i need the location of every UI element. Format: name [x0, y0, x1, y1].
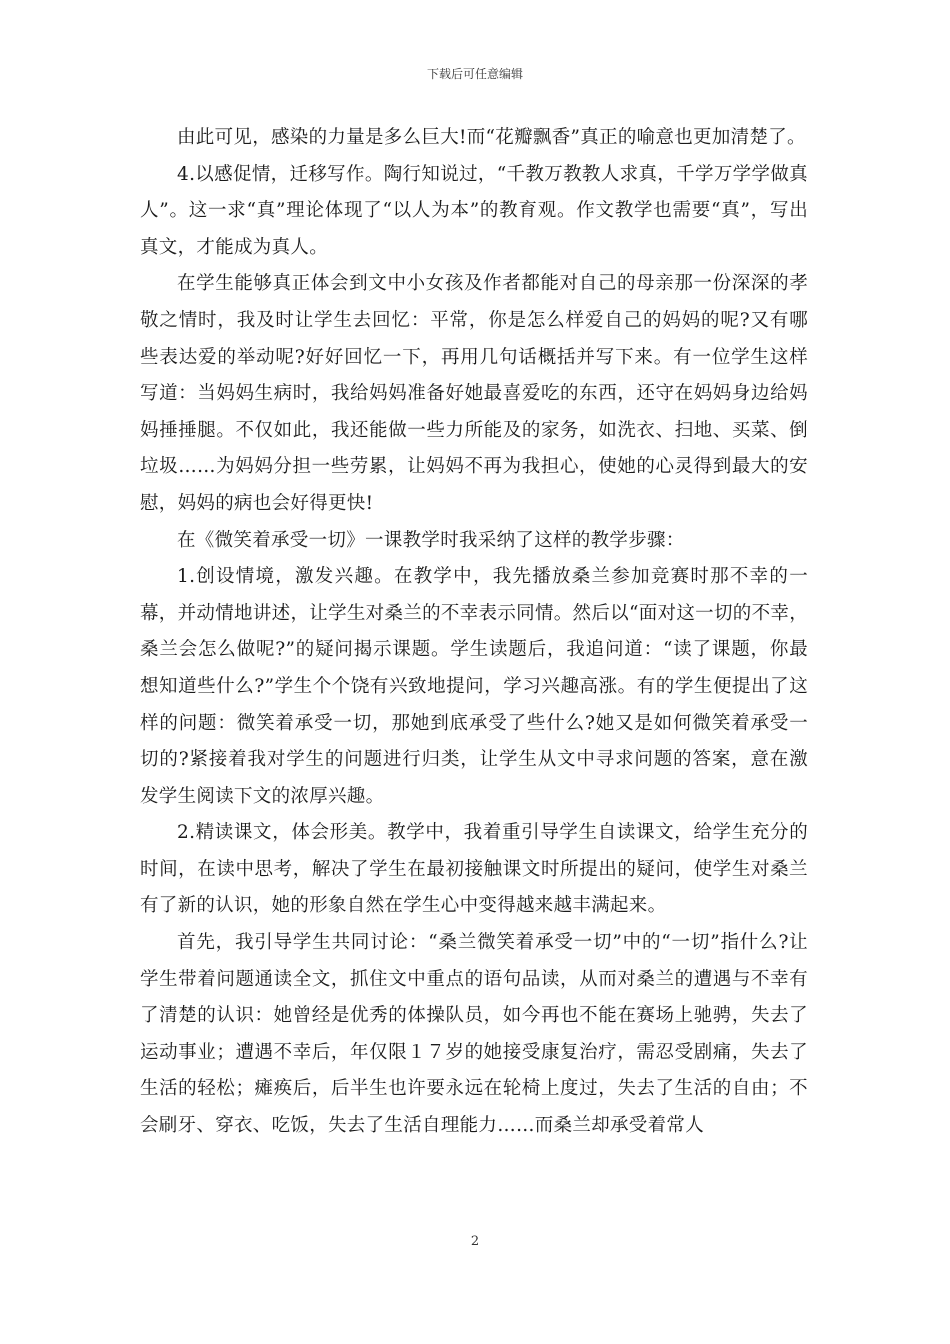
paragraph-6: 2.精读课文，体会形美。教学中，我着重引导学生自读课文，给学生充分的时间，在读中思考，解决了学生在最初接触课文时所提出的疑问，使学生对桑兰有了新的认识，她的形象自然在学生心中变得越来越丰满起来。 [140, 822, 808, 917]
page-header: 下载后可任意编辑 [426, 67, 523, 81]
page-number: 2 [470, 1234, 480, 1249]
document-body [140, 120, 808, 1145]
paragraph-5: 1.创设情境，激发兴趣。在教学中，我先播放桑兰参加竞赛时那不幸的一幕，并动情地讲述，让学生对桑兰的不幸表示同情。然后以“面对这一切的不幸，桑兰会怎么做呢?”的疑问揭示课题。学生读题后，我追问道：“读了课题，你最想知道些什么?”学生个个饶有兴致地提问，学习兴趣高涨。有的学生便提出了这样的问题：微笑着承受一切，那她到底承受了些什么?她又是如何微笑着承受一切的?紧接着我对学生的问题进行归类，让学生从文中寻求问题的答案，意在激发学生阅读下文的浓厚兴趣。 [140, 566, 808, 807]
paragraph-3: 在学生能够真正体会到文中小女孩及作者都能对自己的母亲那一份深深的孝敬之情时，我及时让学生去回忆：平常，你是怎么样爱自己的妈妈的呢?又有哪些表达爱的举动呢?好好回忆一下，再用几句话概括并写下来。有一位学生这样写道：当妈妈生病时，我给妈妈准备好她最喜爱吃的东西，还守在妈妈身边给妈妈捶捶腿。不仅如此，我还能做一些力所能及的家务，如洗衣、扫地、买菜、倒垃圾……为妈妈分担一些劳累，让妈妈不再为我担心，使她的心灵得到最大的安慰，妈妈的病也会好得更快! [140, 273, 808, 514]
paragraph-1: 由此可见，感染的力量是多么巨大!而“花瓣飘香”真正的喻意也更加清楚了。 [177, 127, 806, 148]
paragraph-7: 首先，我引导学生共同讨论：“桑兰微笑着承受一切”中的“一切”指什么?让学生带着问题通读全文，抓住文中重点的语句品读，从而对桑兰的遭遇与不幸有了清楚的认识：她曾经是优秀的体操队员，如今再也不能在赛场上驰骋，失去了运动事业；遭遇不幸后，年仅限１７岁的她接受康复治疗，需忍受剧痛，失去了生活的轻松；瘫痪后，后半生也许要永远在轮椅上度过，失去了生活的自由；不会刷牙、穿衣、吃饭，失去了生活自理能力……而桑兰却承受着常人 [140, 932, 808, 1137]
paragraph-2: 4.以感促情，迁移写作。陶行知说过，“千教万教教人求真，千学万学学做真人”。这一求“真”理论体现了“以人为本”的教育观。作文教学也需要“真”，写出真文，才能成为真人。 [140, 163, 808, 258]
paragraph-4: 在《微笑着承受一切》一课教学时我采纳了这样的教学步骤： [177, 529, 685, 551]
